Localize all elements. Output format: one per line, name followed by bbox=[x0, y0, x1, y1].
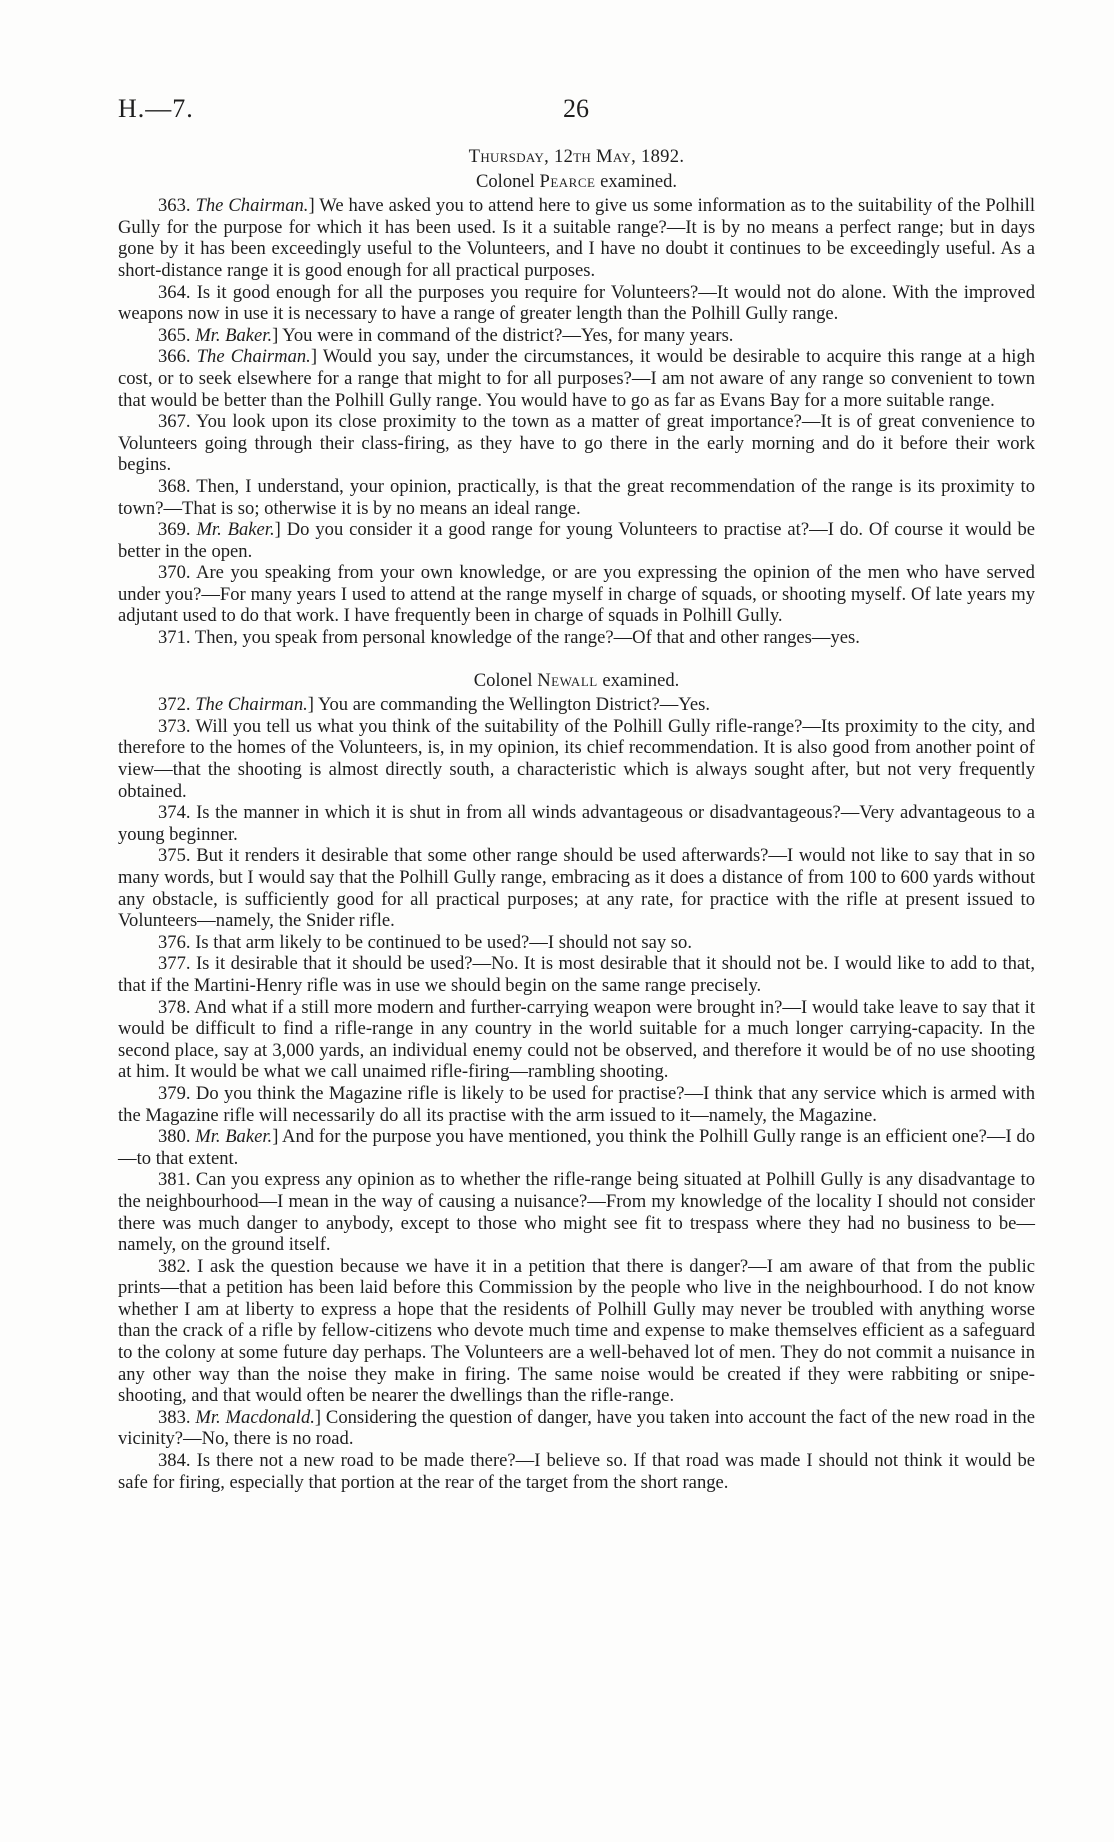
page-header bbox=[118, 94, 1034, 128]
sitting-date: Thursday, 12th May, 1892. bbox=[468, 146, 685, 167]
testimony-paragraph: 378. And what if a still more modern and further-carrying weapon were brought in?—I would take leave to say that it would be difficult to find a rifle-range in any country in the world suitable for a much longer carrying-capacity. In the second place, say at 3,000 yards, an individual enemy could not be observed, and therefore it would be of no use shooting at him. It would be what we call unaimed rifle-firing—rambling shooting. bbox=[118, 996, 1035, 1083]
testimony-paragraph: 366. The Chairman.] Would you say, under the circumstances, it would be desirable to acquire this range at a high cost, or to seek elsewhere for a range that might to for all purposes?—I am not aware of any range so convenient to town that would be better than the Polhill Gully range. You would have to go as far as Evans Bay for a more suitable range. bbox=[118, 346, 1036, 411]
page-body bbox=[118, 146, 1035, 1493]
testimony-paragraph: 373. Will you tell us what you think of the suitability of the Polhill Gully rifle-range?—Its proximity to the city, and therefore to the homes of the Volunteers, is, in my opinion, its chief recommendation. It is also good from another point of view—that the shooting is almost directly south, a characteristic which is always sought after, but not very frequently obtained. bbox=[118, 715, 1035, 802]
witness-heading: Colonel Newall examined. bbox=[473, 669, 680, 691]
testimony-paragraph: 377. Is it desirable that it should be used?—No. It is most desirable that it should not be. I would like to add to that, that if the Martini-Henry rifle was in use we should begin on the same range precisely. bbox=[118, 953, 1035, 996]
testimony-paragraph: 384. Is there not a new road to be made there?—I believe so. If that road was made I should not think it would be safe for firing, especially that portion at the rear of the target from the short range. bbox=[118, 1450, 1035, 1493]
testimony-paragraph: 370. Are you speaking from your own knowledge, or are you expressing the opinion of the men who have served under you?—For many years I used to attend at the range myself in charge of squads, or shooting myself. Of late years my adjutant used to do that work. I have frequently been in charge of squads in Polhill Gully. bbox=[118, 562, 1035, 627]
testimony-paragraph: 369. Mr. Baker.] Do you consider it a good range for young Volunteers to practise at?—I do. Of course it would be better in the open. bbox=[118, 519, 1036, 562]
testimony-paragraph: 383. Mr. Macdonald.] Considering the question of danger, have you taken into account the fact of the new road in the vicinity?—No, there is no road. bbox=[118, 1406, 1035, 1450]
testimony-paragraph: 371. Then, you speak from personal knowledge of the range?—Of that and other ranges—yes. bbox=[158, 627, 860, 649]
section-gap bbox=[118, 649, 1035, 670]
testimony-paragraph: 367. You look upon its close proximity to the town as a matter of great importance?—It is of great convenience to Volunteers going through their class-firing, as they have to go there in the early morning and do it before their work begins. bbox=[118, 411, 1036, 476]
testimony-paragraph: 368. Then, I understand, your opinion, practically, is that the great recommendation of the range is its proximity to town?—That is so; otherwise it is by no means an ideal range. bbox=[118, 475, 1035, 519]
testimony-paragraph: 376. Is that arm likely to be continued to be used?—I should not say so. bbox=[158, 931, 692, 953]
testimony-paragraph: 364. Is it good enough for all the purposes you require for Volunteers?—It would not do alone. With the improved weapons now in use it is necessary to have a range of greater length than the Polhill Gully range. bbox=[118, 281, 1036, 325]
examination-section bbox=[118, 670, 1035, 1494]
document-reference: H.—7. bbox=[118, 94, 194, 123]
testimony-paragraph: 379. Do you think the Magazine rifle is likely to be used for practise?—I think that any service which is armed with the Magazine rifle will necessarily do all its practise with the arm issued to it—namely, the Magazine. bbox=[118, 1082, 1036, 1126]
testimony-paragraph: 372. The Chairman.] You are commanding the Wellington District?—Yes. bbox=[158, 694, 710, 716]
witness-heading: Colonel Pearce examined. bbox=[475, 170, 678, 192]
page-number: 26 bbox=[563, 94, 589, 123]
testimony-paragraph: 381. Can you express any opinion as to whether the rifle-range being situated at Polhill Gully is any disadvantage to the neighbourhood—I mean in the way of causing a nuisance?—From my knowledge of the locality I should not consider there was much danger to anybody, except to those who might see fit to trespass where they had no business to be—namely, on the ground itself. bbox=[118, 1169, 1036, 1256]
testimony-paragraph: 382. I ask the question because we have it in a petition that there is danger?—I am aware of that from the public prints—that a petition has been laid before this Commission by the people who live in the neighbourhood. I do not know whether I am at liberty to express a hope that the residents of Polhill Gully may never be troubled with anything worse than the crack of a rifle by fellow-citizens who devote much time and expense to make themselves efficient as a safeguard to the colony at some future day perhaps. The Volunteers are a well-behaved lot of men. They do not commit a nuisance in any other way than the noise they make in firing. The same noise would be created if they were rabbiting or snipe-shooting, and that would often be nearer the dwellings than the rifle-range. bbox=[118, 1255, 1035, 1407]
examination-section bbox=[118, 146, 1035, 649]
testimony-paragraph: 375. But it renders it desirable that some other range should be used afterwards?—I would not like to say that in so many words, but I would say that the Polhill Gully range, embracing as it does a distance of from 100 to 600 yards without any obstacle, is sufficiently good for all practical purposes; at any rate, for practice with the rifle at present issued to Volunteers—namely, the Snider rifle. bbox=[118, 845, 1035, 932]
testimony-paragraph: 380. Mr. Baker.] And for the purpose you have mentioned, you think the Polhill Gully range is an efficient one?—I do—to that extent. bbox=[118, 1126, 1035, 1169]
testimony-paragraph: 365. Mr. Baker.] You were in command of the district?—Yes, for many years. bbox=[158, 324, 734, 346]
testimony-paragraph: 374. Is the manner in which it is shut in from all winds advantageous or disadvantageous?—Very advantageous to a young beginner. bbox=[118, 802, 1036, 845]
testimony-paragraph: 363. The Chairman.] We have asked you to attend here to give us some information as to the suitability of the Polhill Gully for the purpose for which it has been used. Is it a suitable range?—It is by no means a perfect range; but in days gone by it has been exceedingly useful to the Volunteers, and I have no doubt it continues to be exceedingly useful. As a short-distance range it is good enough for all practical purposes. bbox=[118, 195, 1036, 281]
